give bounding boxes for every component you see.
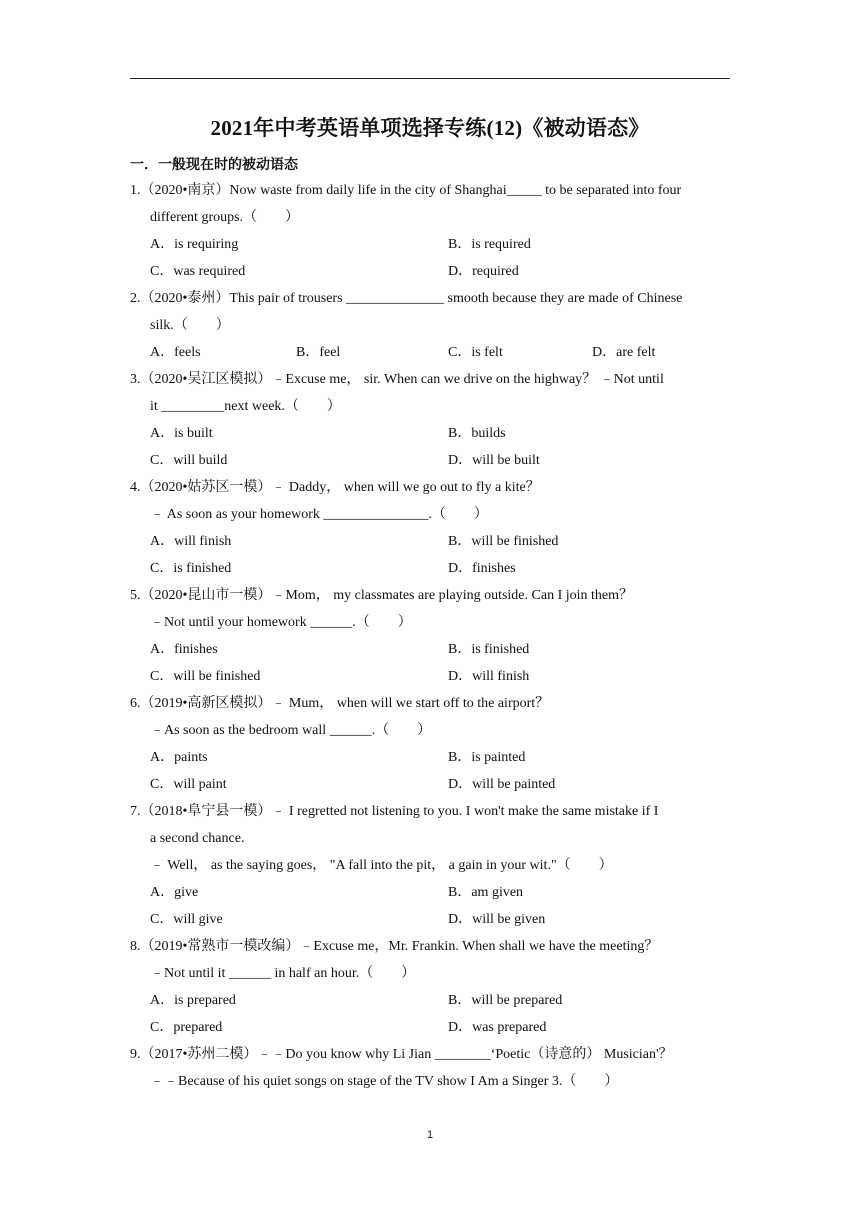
- options-row: [130, 906, 734, 933]
- question-stem-continued: a second chance.: [150, 831, 245, 846]
- question-stem: 8.（2019•常熟市一模改编）﹣Excuse me，Mr. Frankin. When shall we have the meeting？: [130, 939, 659, 954]
- question-7: [130, 798, 734, 933]
- option-b[interactable]: B．am given: [448, 885, 524, 900]
- option-b[interactable]: B．feel: [296, 345, 341, 360]
- question-stem-continued: ﹣ Well， as the saying goes， "A fall into the pit， a gain in your wit."（ ）: [150, 858, 613, 873]
- option-b[interactable]: B．will be finished: [448, 534, 559, 549]
- section-heading: 一．一般现在时的被动语态: [130, 158, 298, 173]
- options-row: [130, 987, 734, 1014]
- options-row: [130, 1014, 734, 1041]
- options-row: [130, 879, 734, 906]
- question-stem-continued: ﹣Not until your homework ______.（ ）: [150, 615, 412, 630]
- option-b[interactable]: B．builds: [448, 426, 506, 441]
- header-rule: [130, 78, 730, 79]
- option-c[interactable]: C．is finished: [150, 561, 232, 576]
- option-d[interactable]: D．will be given: [448, 912, 546, 927]
- option-a[interactable]: A．is built: [150, 426, 213, 441]
- option-c[interactable]: C．will paint: [150, 777, 227, 792]
- options-row: [130, 258, 734, 285]
- question-stem: 9.（2017•苏州二模）﹣﹣Do you know why Li Jian ________‘Poetic（诗意的） Musician'？: [130, 1047, 673, 1062]
- question-stem-continued: different groups.（ ）: [150, 210, 300, 225]
- question-stem: 2.（2020•泰州）This pair of trousers ______________ smooth because they are made of Chinese: [130, 291, 683, 306]
- options-row: [130, 339, 734, 366]
- option-d[interactable]: D．will finish: [448, 669, 530, 684]
- option-a[interactable]: A．will finish: [150, 534, 232, 549]
- option-c[interactable]: C．is felt: [448, 345, 503, 360]
- option-d[interactable]: D．was prepared: [448, 1020, 547, 1035]
- option-a[interactable]: A．is prepared: [150, 993, 236, 1008]
- question-stem: 1.（2020•南京）Now waste from daily life in the city of Shanghai_____ to be separated into four: [130, 183, 682, 198]
- option-a[interactable]: A．is requiring: [150, 237, 239, 252]
- question-3: [130, 366, 734, 474]
- question-stem-continued: ﹣As soon as the bedroom wall ______.（ ）: [150, 723, 432, 738]
- option-a[interactable]: A．feels: [150, 345, 201, 360]
- option-b[interactable]: B．is required: [448, 237, 531, 252]
- question-4: [130, 474, 734, 582]
- question-stem-continued: ﹣Not until it ______ in half an hour.（ ）: [150, 966, 416, 981]
- question-8: [130, 933, 734, 1041]
- question-stem: 4.（2020•姑苏区一模）﹣ Daddy， when will we go out to fly a kite？: [130, 480, 540, 495]
- options-row: [130, 636, 734, 663]
- options-row: [130, 420, 734, 447]
- option-c[interactable]: C．will be finished: [150, 669, 261, 684]
- option-c[interactable]: C．will give: [150, 912, 223, 927]
- option-c[interactable]: C．will build: [150, 453, 228, 468]
- option-d[interactable]: D．required: [448, 264, 519, 279]
- question-stem: 7.（2018•阜宁县一模）﹣ I regretted not listening to you. I won't make the same mistake if I: [130, 804, 659, 819]
- option-c[interactable]: C．was required: [150, 264, 246, 279]
- option-a[interactable]: A．finishes: [150, 642, 218, 657]
- question-stem-continued: ﹣﹣Because of his quiet songs on stage of the TV show I Am a Singer 3.（ ）: [150, 1074, 619, 1089]
- question-9: [130, 1041, 734, 1095]
- option-b[interactable]: B．is painted: [448, 750, 526, 765]
- options-row: [130, 555, 734, 582]
- option-c[interactable]: C．prepared: [150, 1020, 223, 1035]
- options-row: [130, 231, 734, 258]
- page-title: 2021年中考英语单项选择专练(12)《被动语态》: [210, 116, 650, 140]
- question-stem-continued: it _________next week.（ ）: [150, 399, 341, 414]
- question-6: [130, 690, 734, 798]
- page-number: 1: [426, 1129, 434, 1141]
- option-d[interactable]: D．will be painted: [448, 777, 556, 792]
- question-stem: 6.（2019•高新区模拟）﹣ Mum， when will we start off to the airport？: [130, 696, 550, 711]
- options-row: [130, 744, 734, 771]
- question-1: [130, 177, 734, 285]
- options-row: [130, 447, 734, 474]
- options-row: [130, 663, 734, 690]
- options-row: [130, 528, 734, 555]
- option-a[interactable]: A．give: [150, 885, 199, 900]
- question-stem: 5.（2020•昆山市一模）﹣Mom， my classmates are playing outside. Can I join them？: [130, 588, 634, 603]
- option-d[interactable]: D．are felt: [592, 345, 656, 360]
- question-stem: 3.（2020•吴江区模拟）﹣Excuse me， sir. When can we drive on the highway？ ﹣Not until: [130, 372, 664, 387]
- options-row: [130, 771, 734, 798]
- option-b[interactable]: B．will be prepared: [448, 993, 563, 1008]
- option-b[interactable]: B．is finished: [448, 642, 530, 657]
- question-stem-continued: silk.（ ）: [150, 318, 230, 333]
- question-stem-continued: ﹣ As soon as your homework _______________.（ ）: [150, 507, 488, 522]
- question-2: [130, 285, 734, 366]
- question-5: [130, 582, 734, 690]
- option-a[interactable]: A．paints: [150, 750, 208, 765]
- option-d[interactable]: D．finishes: [448, 561, 516, 576]
- option-d[interactable]: D．will be built: [448, 453, 540, 468]
